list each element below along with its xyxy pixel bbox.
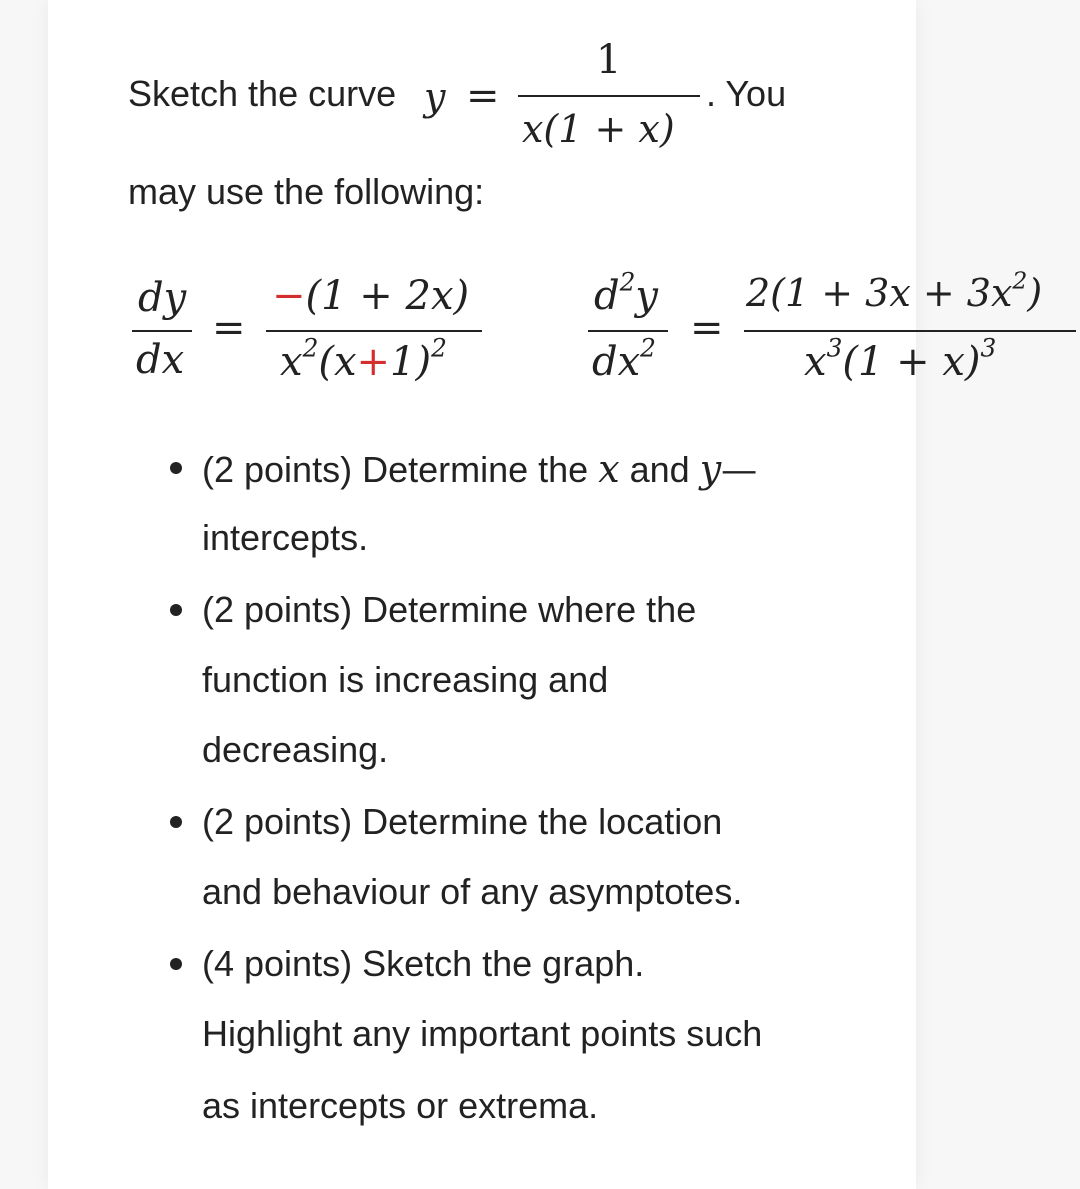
- second-derivative-rhs-bar: [744, 330, 1076, 332]
- second-derivative-lhs-denominator: [592, 333, 656, 385]
- task-4-line-3: as intercepts or extrema.: [202, 1085, 599, 1126]
- task-3-line-2: and behaviour of any asymptotes.: [202, 871, 743, 912]
- task-2-line-3: decreasing.: [202, 729, 389, 770]
- task-1-y-variable: y: [699, 447, 722, 491]
- second-derivative-rhs-denominator: [804, 333, 997, 385]
- task-1-dash: —: [721, 450, 758, 491]
- intro-text-line2: may use the following:: [128, 171, 485, 212]
- second-numerator-y: y: [635, 273, 658, 319]
- first-derivative-lhs-denominator: dx: [136, 337, 185, 383]
- task-2-line-1: (2 points) Determine where the: [202, 589, 697, 630]
- second-rhs-numerator-close: ): [1027, 271, 1043, 315]
- task-1-x-variable: x: [598, 447, 620, 491]
- first-derivative-rhs-bar: [266, 330, 482, 332]
- first-denominator-paren-close: 1): [390, 339, 432, 385]
- second-numerator-d: d: [594, 273, 620, 319]
- intro-y-variable: y: [424, 75, 446, 119]
- task-3-bullet: [170, 816, 182, 828]
- first-derivative-lhs-bar: [132, 330, 192, 332]
- second-rhs-denominator-paren-exponent: 3: [980, 333, 997, 363]
- task-4-bullet: [170, 958, 182, 970]
- second-derivative-lhs-bar: [588, 330, 668, 332]
- task-4-line-2: Highlight any important points such: [202, 1013, 763, 1054]
- task-1-line-1: [202, 447, 758, 491]
- first-derivative-lhs-numerator: dy: [138, 275, 187, 321]
- second-rhs-denominator-x-exponent: 3: [826, 333, 843, 363]
- task-1-text-a: (2 points) Determine the: [202, 449, 599, 490]
- second-numerator-exponent: 2: [619, 267, 636, 297]
- task-1-line-2: intercepts.: [202, 517, 369, 558]
- task-1-text-b: and: [619, 449, 700, 490]
- second-denominator-exponent: 2: [640, 333, 656, 363]
- intro-text-end: . You: [706, 73, 787, 114]
- first-denominator-paren-exponent: 2: [431, 333, 447, 363]
- second-derivative-rhs-numerator: [746, 266, 1043, 315]
- first-derivative-rhs-numerator-expression: (1 + 2x): [305, 273, 470, 319]
- second-derivative-equals: =: [690, 305, 724, 351]
- second-derivative-lhs-numerator: [594, 267, 658, 319]
- second-rhs-numerator-exponent: 2: [1012, 266, 1028, 295]
- intro-equals: =: [466, 73, 500, 119]
- task-3-line-1: (2 points) Determine the location: [202, 801, 723, 842]
- plus-sign-red: +: [356, 339, 391, 385]
- task-4-line-1: (4 points) Sketch the graph.: [202, 943, 645, 984]
- first-denominator-x-exponent: 2: [302, 333, 319, 363]
- intro-text: Sketch the curve: [128, 73, 397, 114]
- minus-sign-red: −: [272, 273, 306, 319]
- second-rhs-denominator-x: x: [804, 339, 827, 385]
- intro-fraction-denominator: x(1 + x): [522, 107, 675, 151]
- intro-fraction-bar: [518, 95, 700, 97]
- first-derivative-rhs-denominator: [280, 333, 447, 385]
- first-denominator-paren-open: (x: [318, 339, 357, 385]
- first-derivative-rhs-numerator: [272, 273, 470, 319]
- task-2-bullet: [170, 604, 182, 616]
- intro-fraction-numerator: 1: [596, 37, 622, 83]
- first-denominator-x: x: [280, 339, 303, 385]
- task-2-line-2: function is increasing and: [202, 659, 609, 700]
- first-derivative-equals: =: [212, 305, 246, 351]
- second-rhs-denominator-paren: (1 + x): [842, 339, 981, 385]
- second-denominator-dx: dx: [592, 339, 641, 385]
- task-1-bullet: [170, 462, 182, 474]
- second-rhs-numerator-main: 2(1 + 3x + 3x: [746, 271, 1013, 315]
